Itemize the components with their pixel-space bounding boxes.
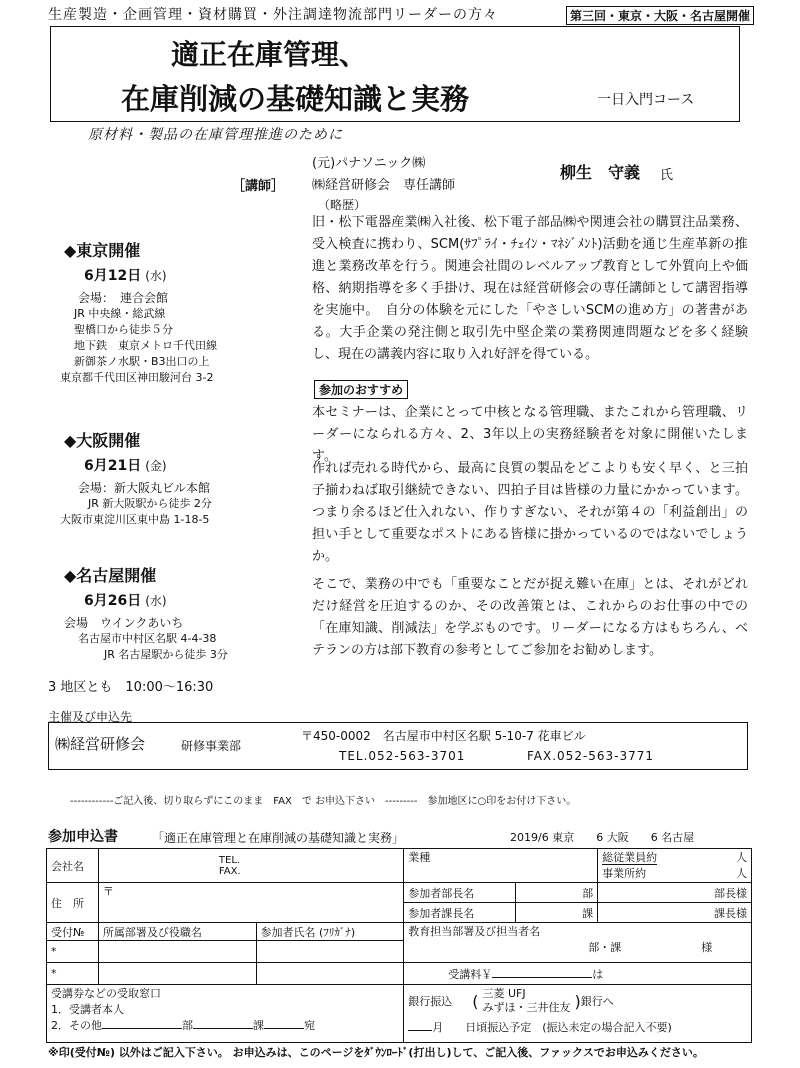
dept-mgr-label: 参加者部長名 [404, 883, 516, 903]
bank-option1: 三菱 UFJ [482, 987, 526, 1000]
venue-line: JR 新大阪駅から徒歩 2分 [88, 497, 212, 510]
bank-to: 銀行へ [580, 995, 614, 1008]
venue-line: 名古屋市中村区名駅 4-4-38 [78, 632, 217, 645]
venue-dow: (水) [145, 269, 167, 283]
cut-line: ------------ご記入後、切り取らずにこのまま FAX で お申込下さい --------- 参加地区に○印をお付け下さい。 [70, 796, 577, 807]
ka-label: 課 [582, 906, 594, 920]
host-fax: FAX.052-563-3771 [527, 749, 655, 763]
unit-label: 人 [736, 851, 747, 864]
host-name: ㈱経営研修会 [55, 735, 146, 753]
buchou-label: 部長様 [714, 886, 747, 900]
dept-title-field[interactable] [98, 963, 256, 985]
venue-line: 東京都千代田区神田駿河台 3-2 [60, 371, 214, 384]
company-field[interactable] [98, 849, 403, 883]
recept-no-header: 受付№ [47, 923, 99, 941]
fee-ha: は [592, 967, 604, 981]
host-label: 主催及び申込先 [48, 710, 133, 724]
industry-label: 業種 [408, 851, 431, 864]
company-label: 会社名 [47, 849, 99, 883]
ticket-ka: 課 [253, 1019, 264, 1032]
recommend-para2: 作れば売れる時代から、最高に良質の製品をどこよりも安く早く、と三拍子揃わねば取引継続できない、四拍子目は皆様の力量にかかっています。つまり余るほど仕入れない、作りすぎない、それが第４の「利益創出」の担い手として重要なポストにある皆様に掛かっているのではないでしょうか。 [312, 461, 748, 564]
bio-label: （略歴） [318, 198, 367, 212]
form-date-options: 2019/6 東京 6 大阪 6 名古屋 [510, 831, 695, 844]
employees-label: 総従業員約 [602, 851, 658, 864]
venue-date: 6月26日 [84, 593, 142, 609]
venue-place: 会場：新大阪丸ビル本館 [78, 481, 211, 495]
lecturer-affil2: ㈱経営研修会 専任講師 [312, 178, 456, 193]
venue-dow: (金) [145, 459, 167, 473]
fee-field[interactable] [404, 963, 752, 985]
venue-osaka [60, 428, 212, 528]
recommend-para3: そこで、業務の中でも「重要なことだが捉え難い在庫」とは、それがどれだけ経営を圧迫するのか、その改善策とは、これからのお仕事の中での「在庫知識、削減法」を学ぶものです。リーダーになる方はもちろん、ベテランの方は部下教育の参考としてご参加をお勧めします。 [312, 577, 748, 658]
participant-header: 参加者氏名 (ﾌﾘｶﾞﾅ) [256, 923, 404, 941]
employees-field[interactable] [598, 849, 752, 883]
paydate-label: 月 日頃振込予定 (振込未定の場合記入不要) [432, 1021, 672, 1034]
venue-heading: ◆名古屋開催 [64, 566, 157, 585]
lecturer-label: ［講師］ [232, 179, 285, 194]
bank-option2: みずほ・三井住友 [482, 1001, 571, 1014]
lecturer-affil1: (元)パナソニック㈱ [312, 156, 426, 171]
host-tel: TEL.052-563-3701 [339, 749, 466, 763]
bank-field[interactable]: 銀行振込 ( 三菱 UFJ みずほ・三井住友 ) 銀行へ 月 日頃振込予定 (振込未定の場合記入不要) [404, 985, 752, 1043]
host-box [48, 722, 748, 770]
row-star: * [47, 941, 99, 963]
lecturer-suffix: 氏 [660, 168, 674, 183]
footer-note: ※印(受付№) 以外はご記入下さい。 お申込みは、このページをﾀﾞｳﾝﾛｰﾄﾞ(打出し)して、ご記入後、ファックスでお申込みください。 [48, 1046, 704, 1059]
address-field[interactable] [98, 883, 403, 923]
page-title-line1: 適正在庫管理、 [171, 38, 368, 71]
series-badge: 第三回・東京・大阪・名古屋開催 [566, 6, 754, 25]
ticket-opt2: 2．その他 [51, 1019, 102, 1032]
dept-mgr-field[interactable] [516, 883, 598, 903]
header-strip [0, 4, 800, 26]
address-label: 住 所 [47, 883, 99, 923]
ticket-ate: 宛 [304, 1019, 315, 1032]
edu-field[interactable] [404, 923, 752, 963]
venue-heading: ◆大阪開催 [64, 431, 141, 450]
venue-heading: ◆東京開催 [64, 241, 141, 260]
sect-mgr-label: 参加者課長名 [404, 903, 516, 923]
participant-field[interactable] [256, 941, 404, 963]
venue-place: 会場： 連合会館 [78, 291, 169, 305]
host-address: 〒450-0002 名古屋市中村区名駅 5-10-7 花車ビル [301, 729, 586, 743]
dept-title-field[interactable] [98, 941, 256, 963]
kachou-label: 課長様 [714, 906, 747, 920]
industry-field[interactable] [404, 849, 598, 883]
bu-ka-label: 部・課 [588, 941, 622, 954]
venue-line: 地下鉄 東京メトロ千代田線 [74, 339, 217, 352]
course-label: 一日入門コース [597, 92, 695, 108]
application-form [46, 848, 752, 1043]
title-box [50, 26, 740, 122]
page-title-line2: 在庫削減の基礎知識と実務 [121, 82, 470, 116]
ticket-bu: 部 [182, 1019, 193, 1032]
ticket-opt1: 1．受講者本人 [51, 1003, 124, 1016]
venue-line: 聖橋口から徒歩５分 [74, 323, 173, 336]
sect-mgr-field[interactable] [516, 903, 598, 923]
dept-mgr-name-field[interactable] [598, 883, 752, 903]
venue-line: 新御茶ノ水駅・B3出口の上 [74, 355, 210, 368]
venue-nagoya [64, 563, 228, 663]
lecturer-name: 柳生 守義 [560, 163, 641, 182]
row-star: * [47, 963, 99, 985]
hours-text: 3 地区とも 10:00〜16:30 [48, 680, 214, 695]
sect-mgr-name-field[interactable] [598, 903, 752, 923]
fee-label: 受講料￥ [448, 967, 493, 981]
venue-date: 6月21日 [84, 458, 142, 474]
sama-label: 様 [701, 941, 713, 954]
venue-line: JR 中央線・総武線 [74, 307, 166, 320]
bio-text: 旧・松下電器産業㈱入社後、松下電子部品㈱や関連会社の購買注品業務、受入検査に携わり、SCM(ｻﾌﾟﾗｲ・ﾁｪｲﾝ・ﾏﾈｼﾞﾒﾝﾄ)活動を通じ生産革新の推進と業務改革を行う。関連会社間のレベルアップ教育として外質向上や価格、納期指導を多く手掛け、現在は経営研修会の専任講師として講習指導を実施中。 自分の体験を元にした「やさしいSCMの進め方」の著書がある。大手企業の発注側と取引先中堅企業の業務関連問題などを多く経験し、現在の講義内容に取り入れ好評を得ている。 [312, 215, 748, 362]
subtitle: 原材料・製品の在庫管理推進のために [88, 127, 343, 143]
host-dept: 研修事業部 [181, 739, 242, 753]
bu-label: 部 [582, 886, 594, 900]
fax-label: FAX. [218, 865, 241, 877]
ticket-label: 受講券などの受取窓口 [51, 987, 161, 1000]
postal-mark: 〒 [102, 885, 114, 898]
venue-line: JR 名古屋駅から徒歩 3分 [104, 648, 228, 661]
venue-place: 会場 ウインクあいち [64, 616, 184, 630]
audience-text: 生産製造・企画管理・資材購買・外注調達物流部門リーダーの方々 [48, 7, 498, 23]
form-title: 参加申込書 [48, 829, 118, 845]
dept-title-header: 所属部署及び役職名 [98, 923, 256, 941]
recommend-para1: 本セミナーは、企業にとって中核となる管理職、またこれから管理職、リーダーになられる方々、2、3年以上の実務経験者を対象に開催いたします。 [312, 405, 748, 464]
edu-label: 教育担当部署及び担当者名 [408, 925, 541, 938]
unit-label: 人 [736, 867, 747, 880]
tel-label: TEL. [218, 854, 241, 866]
bank-label: 銀行振込 [408, 995, 453, 1008]
recommend-label: 参加のおすすめ [314, 380, 408, 399]
participant-field[interactable] [256, 963, 404, 985]
ticket-field[interactable] [47, 985, 404, 1043]
form-course: 「適正在庫管理と在庫削減の基礎知識と実務」 [152, 831, 405, 845]
venue-dow: (水) [145, 594, 167, 608]
venue-tokyo [60, 238, 217, 386]
venue-line: 大阪市東淀川区東中島 1-18-5 [60, 513, 210, 526]
offices-label: 事業所約 [602, 867, 647, 880]
venue-date: 6月12日 [84, 268, 142, 284]
